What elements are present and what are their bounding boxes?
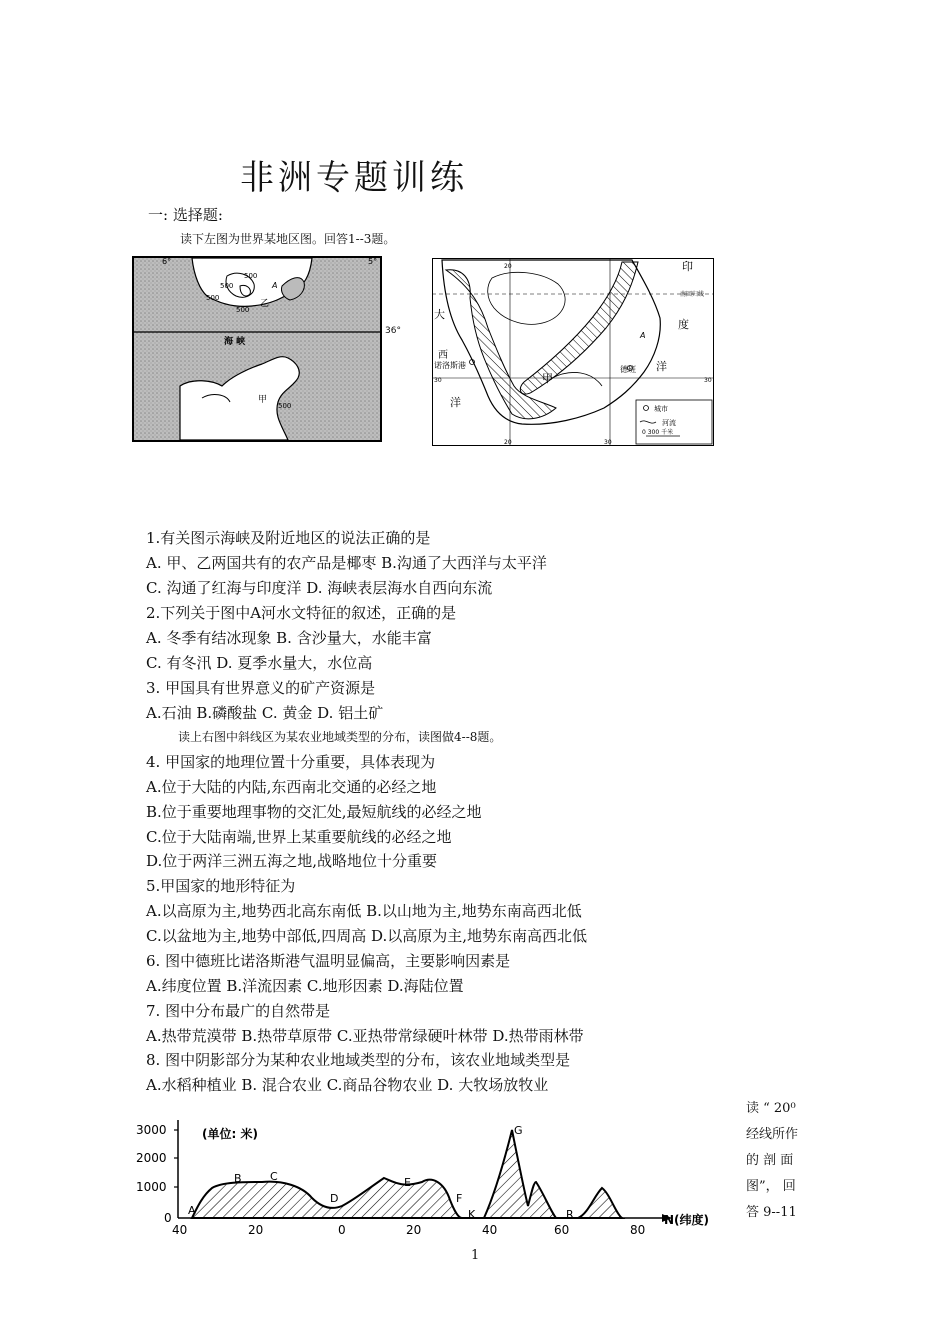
- legend-scale: 0 300 千米: [642, 429, 674, 436]
- question-line: 1.有关图示海峡及附近地区的说法正确的是: [146, 529, 431, 547]
- contour-label-3: 500: [244, 272, 258, 280]
- ocean-east-1: 印: [682, 260, 693, 273]
- south-africa-map: [432, 258, 714, 446]
- x-tick: 40: [172, 1223, 188, 1237]
- question-line: A.位于大陆的内陆,东西南北交通的必经之地: [146, 778, 437, 796]
- contour-label-2: 500: [206, 294, 220, 302]
- lon-right-label: 5°: [368, 257, 378, 266]
- point-label: A: [188, 1204, 196, 1217]
- ocean-west-3: 洋: [450, 396, 461, 409]
- question-line: B.位于重要地理事物的交汇处,最短航线的必经之地: [146, 803, 482, 821]
- point-label: C: [270, 1170, 278, 1183]
- strait-label: 海 峡: [224, 337, 246, 347]
- tropic-label: 南回归线: [680, 291, 705, 298]
- x-tick: 40: [482, 1223, 498, 1237]
- x-axis-label: N(纬度): [664, 1213, 710, 1227]
- point-label: D: [330, 1192, 339, 1205]
- question-line: C.位于大陆南端,世界上某重要航线的必经之地: [146, 828, 452, 846]
- side-text-3: 的 剖 面: [746, 1153, 794, 1168]
- question-line: A.水稻种植业 B. 混合农业 C.商品谷物农业 D. 大牧场放牧业: [146, 1076, 549, 1094]
- lat-30-right: 30: [704, 377, 712, 384]
- question-line: D.位于两洋三洲五海之地,战略地位十分重要: [146, 852, 438, 870]
- ocean-east-3: 洋: [656, 360, 667, 373]
- point-label: R: [566, 1208, 574, 1221]
- legend-river: 河流: [662, 419, 676, 427]
- question-line: 3. 甲国具有世界意义的矿产资源是: [146, 679, 376, 697]
- question-line: 5.甲国家的地形特征为: [146, 877, 296, 895]
- contour-label-1: 500: [220, 282, 234, 290]
- country-a-label: 甲: [258, 395, 268, 405]
- ocean-west-2: 西: [438, 350, 448, 361]
- section-heading: 一: 选择题:: [148, 206, 223, 224]
- page-number: 1: [471, 1248, 480, 1263]
- ocean-east-2: 度: [678, 318, 689, 331]
- question-line: 2.下列关于图中A河水文特征的叙述，正确的是: [146, 604, 457, 622]
- question-line: C. 沟通了红海与印度洋 D. 海峡表层海水自西向东流: [146, 579, 493, 597]
- point-label: E: [404, 1176, 411, 1189]
- x-tick: 0: [338, 1223, 346, 1237]
- point-label: F: [456, 1192, 463, 1205]
- y-tick: 0: [164, 1211, 172, 1225]
- x-tick: 80: [630, 1223, 646, 1237]
- x-tick: 20: [406, 1223, 422, 1237]
- unit-label: (单位: 米): [202, 1127, 258, 1141]
- intro-text: 读下左图为世界某地区图。回答1--3题。: [180, 232, 396, 246]
- side-text-5: 答 9--11: [746, 1205, 797, 1220]
- country-b-label: 乙: [260, 299, 270, 309]
- y-tick: 1000: [136, 1180, 167, 1194]
- question-line: C.以盆地为主,地势中部低,四周高 D.以高原为主,地势东南高西北低: [146, 927, 588, 945]
- page-title: 非洲专题训练: [240, 158, 468, 198]
- question-line: A.纬度位置 B.洋流因素 C.地形因素 D.海陆位置: [146, 977, 464, 995]
- question-line: A.以高原为主,地势西北高东南低 B.以山地为主,地势东南高西北低: [146, 902, 582, 920]
- strait-map: [132, 256, 382, 442]
- note-4-8: 读上右图中斜线区为某农业地域类型的分布，读图做4--8题。: [178, 730, 502, 744]
- port-label: 诺洛斯港: [434, 361, 466, 370]
- lat-30-left: 30: [434, 377, 442, 384]
- question-line: A. 甲、乙两国共有的农产品是椰枣 B.沟通了大西洋与太平洋: [146, 554, 547, 572]
- question-line: A.石油 B.磷酸盐 C. 黄金 D. 铝土矿: [146, 704, 384, 722]
- ocean-west-1: 大: [434, 308, 445, 321]
- river-label: A: [640, 331, 646, 340]
- contour-label-4: 500: [236, 306, 250, 314]
- lon-20-top: 20: [504, 263, 512, 270]
- contour-label-5: 500: [278, 402, 292, 410]
- question-line: C. 有冬汛 D. 夏季水量大，水位高: [146, 654, 373, 672]
- lon-20-bottom: 20: [504, 439, 512, 446]
- legend-city: 城市: [654, 405, 668, 413]
- lon-left-label: 6°: [162, 257, 172, 266]
- country-label: 甲: [542, 372, 553, 385]
- question-line: A.热带荒漠带 B.热带草原带 C.亚热带常绿硬叶林带 D.热带雨林带: [146, 1027, 584, 1045]
- side-text-1: 读 “ 20⁰: [746, 1101, 796, 1116]
- side-text-2: 经线所作: [746, 1127, 799, 1142]
- question-line: 8. 图中阴影部分为某种农业地域类型的分布，该农业地域类型是: [146, 1051, 571, 1069]
- question-line: 6. 图中德班比诺洛斯港气温明显偏高，主要影响因素是: [146, 952, 511, 970]
- question-line: 7. 图中分布最广的自然带是: [146, 1002, 331, 1020]
- question-line: 4. 甲国家的地理位置十分重要，具体表现为: [146, 753, 436, 771]
- city-label: 德班: [620, 365, 636, 374]
- x-tick: 20: [248, 1223, 264, 1237]
- point-label: G: [514, 1124, 523, 1137]
- x-tick: 60: [554, 1223, 570, 1237]
- y-tick: 2000: [136, 1151, 167, 1165]
- point-label: K: [468, 1208, 476, 1221]
- elevation-profile: [132, 1110, 732, 1240]
- lat-36-label: 36°: [385, 326, 401, 336]
- question-line: A. 冬季有结冰现象 B. 含沙量大，水能丰富: [146, 629, 432, 647]
- side-text-4: 图”， 回: [746, 1179, 796, 1194]
- lon-30-bottom: 30: [604, 439, 612, 446]
- point-label: B: [234, 1172, 242, 1185]
- y-tick: 3000: [136, 1123, 167, 1137]
- river-a-label: A: [272, 281, 278, 290]
